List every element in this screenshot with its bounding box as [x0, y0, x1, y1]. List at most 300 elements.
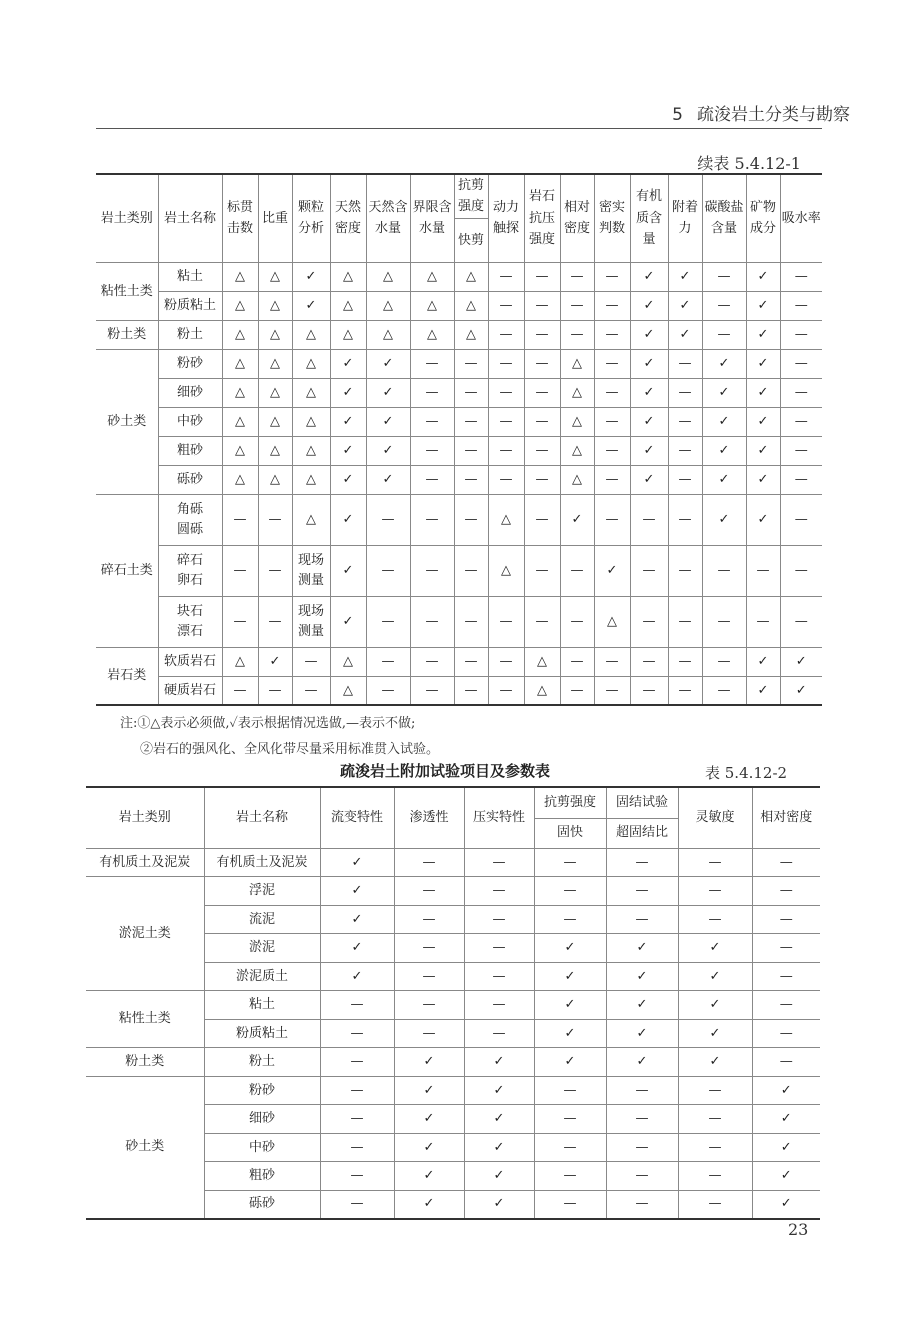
category-cell: 有机质土及泥炭	[86, 848, 204, 877]
value-cell: —	[560, 320, 594, 349]
table-row	[86, 991, 820, 1020]
value-cell: —	[524, 465, 560, 494]
value-cell: —	[560, 545, 594, 596]
value-cell: —	[222, 596, 258, 647]
value-cell: —	[292, 647, 330, 676]
value-cell: —	[668, 465, 702, 494]
value-cell: —	[678, 1190, 752, 1219]
value-cell: 现场 测量	[292, 596, 330, 647]
value-cell: △	[292, 378, 330, 407]
value-cell: —	[668, 349, 702, 378]
value-cell: —	[394, 962, 464, 991]
value-cell: —	[606, 1076, 678, 1105]
table-row	[96, 465, 822, 494]
value-cell: —	[454, 465, 488, 494]
value-cell: —	[410, 545, 454, 596]
value-cell: ✓	[464, 1133, 534, 1162]
header-col: 吸水率	[780, 174, 822, 262]
value-cell: ✓	[330, 494, 366, 545]
value-cell: —	[464, 962, 534, 991]
value-cell: —	[366, 545, 410, 596]
value-cell: —	[524, 545, 560, 596]
value-cell: —	[606, 1105, 678, 1134]
header-col: 密实判数	[594, 174, 630, 262]
value-cell: —	[668, 378, 702, 407]
value-cell: —	[678, 1105, 752, 1134]
value-cell: ✓	[780, 676, 822, 705]
value-cell: ✓	[330, 378, 366, 407]
value-cell: —	[534, 1133, 606, 1162]
value-cell: —	[524, 378, 560, 407]
value-cell: ✓	[702, 407, 746, 436]
value-cell: ✓	[606, 1019, 678, 1048]
value-cell: △	[330, 262, 366, 291]
value-cell: —	[678, 905, 752, 934]
name-cell: 块石 漂石	[158, 596, 222, 647]
table-5-4-12-2	[86, 786, 820, 1220]
value-cell: —	[630, 494, 668, 545]
name-cell: 中砂	[158, 407, 222, 436]
value-cell: —	[780, 349, 822, 378]
table1-note-1: 注:①△表示必须做,✓表示根据情况选做,—表示不做;	[120, 716, 416, 731]
value-cell: —	[780, 407, 822, 436]
category-cell: 碎石土类	[96, 494, 158, 647]
name-cell: 砾砂	[158, 465, 222, 494]
value-cell: ✓	[746, 436, 780, 465]
value-cell: ✓	[534, 962, 606, 991]
table-row	[86, 1076, 820, 1105]
value-cell: —	[454, 349, 488, 378]
value-cell: —	[258, 596, 292, 647]
table-row	[96, 291, 822, 320]
value-cell: —	[366, 647, 410, 676]
value-cell: —	[678, 1133, 752, 1162]
value-cell: —	[488, 407, 524, 436]
value-cell: △	[292, 349, 330, 378]
value-cell: —	[534, 877, 606, 906]
value-cell: ✓	[320, 962, 394, 991]
value-cell: —	[752, 962, 820, 991]
name-cell: 粉砂	[204, 1076, 320, 1105]
value-cell: —	[752, 877, 820, 906]
name-cell: 中砂	[204, 1133, 320, 1162]
table-row	[96, 494, 822, 545]
category-cell: 粉土类	[96, 320, 158, 349]
value-cell: —	[454, 647, 488, 676]
value-cell: —	[606, 1190, 678, 1219]
value-cell: —	[464, 934, 534, 963]
value-cell: ✓	[534, 1048, 606, 1077]
value-cell: ✓	[366, 407, 410, 436]
value-cell: △	[488, 494, 524, 545]
value-cell: —	[780, 494, 822, 545]
value-cell: —	[668, 494, 702, 545]
value-cell: ✓	[394, 1190, 464, 1219]
header-name: 岩土名称	[204, 787, 320, 848]
value-cell: —	[630, 647, 668, 676]
value-cell: △	[594, 596, 630, 647]
value-cell: —	[534, 1105, 606, 1134]
value-cell: ✓	[746, 262, 780, 291]
header-consolidation: 固结试验	[606, 787, 678, 818]
table-row	[86, 877, 820, 906]
value-cell: —	[606, 848, 678, 877]
value-cell: —	[594, 494, 630, 545]
value-cell: —	[524, 407, 560, 436]
value-cell: —	[524, 291, 560, 320]
value-cell: —	[488, 647, 524, 676]
value-cell: —	[258, 494, 292, 545]
value-cell: ✓	[534, 991, 606, 1020]
value-cell: —	[394, 905, 464, 934]
value-cell: △	[560, 436, 594, 465]
value-cell: —	[292, 676, 330, 705]
value-cell: —	[394, 848, 464, 877]
value-cell: —	[464, 905, 534, 934]
value-cell: ✓	[366, 378, 410, 407]
value-cell: —	[606, 1133, 678, 1162]
value-cell: ✓	[330, 465, 366, 494]
value-cell: —	[560, 647, 594, 676]
value-cell: ✓	[702, 494, 746, 545]
value-cell: —	[668, 676, 702, 705]
name-cell: 粘土	[158, 262, 222, 291]
value-cell: △	[222, 407, 258, 436]
value-cell: ✓	[678, 991, 752, 1020]
value-cell: —	[320, 991, 394, 1020]
value-cell: —	[606, 905, 678, 934]
chapter-number: 5	[672, 105, 683, 125]
value-cell: —	[454, 545, 488, 596]
header-col: 界限含水量	[410, 174, 454, 262]
value-cell: ✓	[746, 676, 780, 705]
header-col: 动力触探	[488, 174, 524, 262]
value-cell: —	[454, 407, 488, 436]
value-cell: △	[330, 320, 366, 349]
value-cell: —	[410, 407, 454, 436]
value-cell: ✓	[330, 596, 366, 647]
value-cell: ✓	[330, 407, 366, 436]
running-header	[560, 100, 850, 130]
value-cell: ✓	[320, 848, 394, 877]
value-cell: —	[410, 465, 454, 494]
value-cell: —	[606, 877, 678, 906]
name-cell: 粉质粘土	[158, 291, 222, 320]
value-cell: —	[534, 1076, 606, 1105]
value-cell: —	[668, 436, 702, 465]
value-cell: —	[524, 436, 560, 465]
header-shear-sub: 快剪	[454, 218, 488, 262]
value-cell: —	[410, 676, 454, 705]
value-cell: —	[534, 1190, 606, 1219]
value-cell: △	[330, 647, 366, 676]
value-cell: △	[410, 262, 454, 291]
table1-caption: 续表 5.4.12-1	[697, 154, 801, 173]
header-sensitivity: 灵敏度	[678, 787, 752, 848]
value-cell: —	[454, 494, 488, 545]
name-cell: 粘土	[204, 991, 320, 1020]
value-cell: △	[292, 494, 330, 545]
value-cell: ✓	[752, 1105, 820, 1134]
value-cell: ✓	[702, 465, 746, 494]
value-cell: △	[258, 291, 292, 320]
value-cell: △	[454, 320, 488, 349]
value-cell: —	[488, 262, 524, 291]
value-cell: —	[454, 378, 488, 407]
name-cell: 软质岩石	[158, 647, 222, 676]
value-cell: —	[752, 1048, 820, 1077]
value-cell: ✓	[394, 1076, 464, 1105]
value-cell: ✓	[330, 349, 366, 378]
value-cell: ✓	[630, 349, 668, 378]
value-cell: —	[394, 877, 464, 906]
value-cell: ✓	[292, 291, 330, 320]
value-cell: △	[454, 291, 488, 320]
value-cell: —	[560, 262, 594, 291]
value-cell: —	[594, 349, 630, 378]
header-shear: 抗剪强度	[534, 787, 606, 818]
value-cell: —	[320, 1105, 394, 1134]
table-row	[86, 1048, 820, 1077]
value-cell: 现场 测量	[292, 545, 330, 596]
value-cell: ✓	[594, 545, 630, 596]
value-cell: ✓	[746, 378, 780, 407]
value-cell: ✓	[464, 1190, 534, 1219]
value-cell: △	[222, 378, 258, 407]
name-cell: 淤泥质土	[204, 962, 320, 991]
value-cell: —	[320, 1019, 394, 1048]
value-cell: ✓	[606, 1048, 678, 1077]
value-cell: ✓	[678, 1048, 752, 1077]
value-cell: △	[560, 407, 594, 436]
value-cell: △	[222, 465, 258, 494]
name-cell: 有机质土及泥炭	[204, 848, 320, 877]
value-cell: ✓	[606, 934, 678, 963]
value-cell: —	[320, 1162, 394, 1191]
value-cell: △	[292, 465, 330, 494]
value-cell: —	[524, 494, 560, 545]
value-cell: ✓	[752, 1133, 820, 1162]
value-cell: —	[366, 494, 410, 545]
value-cell: —	[630, 545, 668, 596]
header-category: 岩土类别	[86, 787, 204, 848]
value-cell: —	[454, 596, 488, 647]
value-cell: —	[702, 262, 746, 291]
value-cell: —	[394, 991, 464, 1020]
value-cell: △	[524, 647, 560, 676]
value-cell: —	[594, 436, 630, 465]
header-permeability: 渗透性	[394, 787, 464, 848]
category-cell: 粘性土类	[96, 262, 158, 320]
header-col: 有机质含量	[630, 174, 668, 262]
value-cell: △	[366, 320, 410, 349]
value-cell: ✓	[630, 262, 668, 291]
value-cell: —	[222, 545, 258, 596]
header-col: 标贯击数	[222, 174, 258, 262]
value-cell: △	[330, 291, 366, 320]
value-cell: ✓	[678, 1019, 752, 1048]
value-cell: △	[454, 262, 488, 291]
value-cell: —	[668, 407, 702, 436]
value-cell: ✓	[534, 1019, 606, 1048]
value-cell: △	[222, 262, 258, 291]
value-cell: —	[222, 494, 258, 545]
table-row	[96, 596, 822, 647]
value-cell: —	[488, 436, 524, 465]
name-cell: 粗砂	[158, 436, 222, 465]
value-cell: —	[780, 320, 822, 349]
header-relative-density: 相对密度	[752, 787, 820, 848]
name-cell: 浮泥	[204, 877, 320, 906]
value-cell: —	[488, 378, 524, 407]
header-compaction: 压实特性	[464, 787, 534, 848]
value-cell: —	[394, 1019, 464, 1048]
name-cell: 角砾 圆砾	[158, 494, 222, 545]
value-cell: —	[780, 596, 822, 647]
table2-title: 疏浚岩土附加试验项目及参数表	[340, 762, 551, 780]
value-cell: —	[668, 545, 702, 596]
value-cell: ✓	[320, 905, 394, 934]
header-col: 岩石抗压强度	[524, 174, 560, 262]
value-cell: —	[780, 378, 822, 407]
value-cell: —	[678, 877, 752, 906]
table-row	[86, 848, 820, 877]
value-cell: ✓	[320, 934, 394, 963]
name-cell: 硬质岩石	[158, 676, 222, 705]
table-row	[96, 320, 822, 349]
header-name: 岩土名称	[158, 174, 222, 262]
value-cell: —	[702, 545, 746, 596]
value-cell: —	[780, 465, 822, 494]
value-cell: ✓	[746, 407, 780, 436]
category-cell: 粉土类	[86, 1048, 204, 1077]
value-cell: —	[752, 1019, 820, 1048]
value-cell: ✓	[746, 320, 780, 349]
value-cell: ✓	[366, 465, 410, 494]
header-col: 碳酸盐含量	[702, 174, 746, 262]
table1-note-2: ②岩石的强风化、全风化带尽量采用标准贯入试验。	[140, 742, 440, 757]
value-cell: △	[330, 676, 366, 705]
value-cell: —	[488, 320, 524, 349]
value-cell: —	[534, 905, 606, 934]
value-cell: ✓	[258, 647, 292, 676]
value-cell: —	[780, 291, 822, 320]
value-cell: △	[222, 320, 258, 349]
value-cell: —	[410, 647, 454, 676]
value-cell: ✓	[630, 378, 668, 407]
value-cell: —	[630, 596, 668, 647]
value-cell: △	[258, 378, 292, 407]
category-cell: 砂土类	[96, 349, 158, 494]
value-cell: △	[560, 465, 594, 494]
table-row	[96, 407, 822, 436]
value-cell: —	[780, 262, 822, 291]
value-cell: —	[560, 596, 594, 647]
value-cell: —	[746, 596, 780, 647]
name-cell: 粉土	[204, 1048, 320, 1077]
value-cell: △	[258, 407, 292, 436]
value-cell: —	[320, 1190, 394, 1219]
table2-number: 表 5.4.12-2	[705, 764, 788, 782]
value-cell: —	[702, 596, 746, 647]
value-cell: —	[366, 676, 410, 705]
value-cell: —	[366, 596, 410, 647]
value-cell: ✓	[630, 436, 668, 465]
value-cell: ✓	[464, 1076, 534, 1105]
value-cell: —	[752, 934, 820, 963]
name-cell: 细砂	[158, 378, 222, 407]
value-cell: ✓	[394, 1105, 464, 1134]
name-cell: 砾砂	[204, 1190, 320, 1219]
table-continued-5-4-12-1	[96, 173, 822, 706]
value-cell: △	[292, 407, 330, 436]
value-cell: △	[410, 320, 454, 349]
header-col: 比重	[258, 174, 292, 262]
value-cell: —	[464, 1019, 534, 1048]
value-cell: ✓	[752, 1076, 820, 1105]
header-col: 颗粒分析	[292, 174, 330, 262]
value-cell: —	[410, 494, 454, 545]
value-cell: △	[222, 349, 258, 378]
value-cell: —	[678, 1162, 752, 1191]
value-cell: ✓	[630, 320, 668, 349]
value-cell: △	[222, 436, 258, 465]
value-cell: —	[320, 1133, 394, 1162]
header-consolidation-sub: 超固结比	[606, 818, 678, 848]
value-cell: —	[454, 676, 488, 705]
value-cell: △	[410, 291, 454, 320]
value-cell: —	[594, 262, 630, 291]
value-cell: —	[410, 349, 454, 378]
value-cell: —	[594, 676, 630, 705]
value-cell: △	[560, 349, 594, 378]
value-cell: ✓	[746, 349, 780, 378]
value-cell: —	[630, 676, 668, 705]
value-cell: —	[488, 349, 524, 378]
value-cell: △	[258, 465, 292, 494]
name-cell: 碎石 卵石	[158, 545, 222, 596]
name-cell: 粉质粘土	[204, 1019, 320, 1048]
value-cell: ✓	[394, 1048, 464, 1077]
value-cell: —	[752, 905, 820, 934]
value-cell: —	[488, 676, 524, 705]
value-cell: —	[606, 1162, 678, 1191]
value-cell: ✓	[464, 1105, 534, 1134]
value-cell: —	[560, 291, 594, 320]
value-cell: —	[594, 465, 630, 494]
name-cell: 粗砂	[204, 1162, 320, 1191]
name-cell: 粉砂	[158, 349, 222, 378]
value-cell: ✓	[702, 436, 746, 465]
value-cell: —	[594, 320, 630, 349]
value-cell: —	[454, 436, 488, 465]
value-cell: ✓	[752, 1190, 820, 1219]
value-cell: △	[524, 676, 560, 705]
value-cell: —	[534, 1162, 606, 1191]
name-cell: 粉土	[158, 320, 222, 349]
header-col: 相对密度	[560, 174, 594, 262]
table-row	[96, 262, 822, 291]
value-cell: —	[668, 596, 702, 647]
header-col: 天然密度	[330, 174, 366, 262]
value-cell: —	[410, 596, 454, 647]
value-cell: —	[524, 596, 560, 647]
value-cell: —	[464, 848, 534, 877]
category-cell: 淤泥土类	[86, 877, 204, 991]
value-cell: △	[366, 262, 410, 291]
value-cell: ✓	[394, 1162, 464, 1191]
value-cell: ✓	[366, 349, 410, 378]
